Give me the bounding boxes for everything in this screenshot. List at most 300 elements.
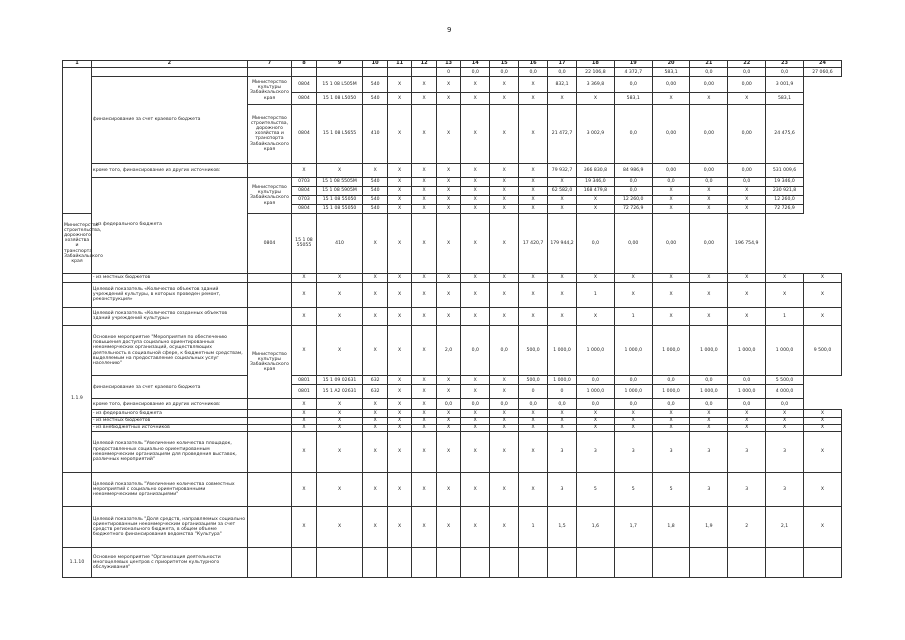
value-cell: 0,0	[690, 177, 728, 186]
empty-cell	[63, 307, 92, 325]
value-cell: 3	[614, 431, 652, 472]
value-cell: 1 000,0	[690, 385, 728, 399]
value-cell: X	[728, 273, 766, 282]
value-cell: 3	[548, 431, 577, 472]
header-cell: 2	[91, 61, 247, 68]
value-cell: X	[461, 104, 490, 163]
value-cell: 72 726,9	[766, 205, 804, 214]
value-cell: X	[803, 282, 841, 307]
value-cell: 5 500,0	[766, 376, 804, 385]
value-cell: X	[519, 282, 548, 307]
empty-cell	[63, 507, 92, 548]
value-cell: 0,00	[690, 77, 728, 93]
value-cell: X	[519, 186, 548, 195]
value-cell: 3 002,9	[576, 104, 614, 163]
value-cell: X	[436, 177, 460, 186]
value-cell: X	[728, 205, 766, 214]
value-cell: X	[461, 385, 490, 399]
value-cell: X	[461, 424, 490, 431]
value-cell: X	[519, 205, 548, 214]
value-cell: X	[652, 205, 690, 214]
value-cell: X	[412, 326, 436, 376]
value-cell: X	[363, 307, 387, 325]
value-cell: X	[387, 93, 411, 104]
value-cell: X	[490, 273, 519, 282]
value-cell: X	[690, 186, 728, 195]
value-cell: X	[728, 195, 766, 204]
empty-cell	[247, 399, 292, 410]
value-cell: X	[292, 424, 316, 431]
value-cell: X	[436, 93, 460, 104]
value-cell: 540	[363, 205, 387, 214]
value-cell: X	[316, 431, 363, 472]
value-cell: X	[292, 399, 316, 410]
value-cell: X	[292, 307, 316, 325]
value-cell: X	[387, 424, 411, 431]
value-cell: 4 000,0	[766, 385, 804, 399]
value-cell: 0,0	[652, 177, 690, 186]
value-cell: X	[803, 273, 841, 282]
value-cell: X	[412, 186, 436, 195]
empty-cell	[292, 548, 316, 578]
value-cell: 0801	[292, 385, 316, 399]
value-cell: X	[519, 307, 548, 325]
value-cell: X	[436, 77, 460, 93]
value-cell: X	[387, 417, 411, 424]
value-cell: X	[387, 195, 411, 204]
value-cell: X	[363, 424, 387, 431]
value-cell: X	[728, 410, 766, 417]
value-cell: 3	[690, 472, 728, 506]
header-cell: 1	[63, 61, 92, 68]
header-cell: 21	[690, 61, 728, 68]
value-cell: X	[436, 385, 460, 399]
value-cell: X	[412, 431, 436, 472]
value-cell: 24 475,6	[766, 104, 804, 163]
value-cell: 540	[363, 177, 387, 186]
value-cell: X	[436, 376, 460, 385]
value-cell: 15 1 08 5905M	[316, 186, 363, 195]
empty-cell	[387, 548, 411, 578]
header-row	[63, 61, 842, 68]
value-cell: X	[412, 385, 436, 399]
value-cell: X	[363, 326, 387, 376]
label-cell-num-1110: 1.1.10	[63, 548, 92, 578]
value-cell: 1 000,0	[766, 326, 804, 376]
label-cell-num-119: 1.1.9	[63, 326, 92, 473]
value-cell: 0	[548, 385, 577, 399]
table-row	[63, 376, 842, 385]
value-cell: X	[490, 307, 519, 325]
empty-cell	[652, 548, 690, 578]
value-cell: 0,0	[490, 399, 519, 410]
value-cell: X	[519, 93, 548, 104]
header-cell: 12	[412, 61, 436, 68]
table-row	[63, 431, 842, 472]
value-cell: X	[316, 417, 363, 424]
value-cell: X	[652, 410, 690, 417]
value-cell: 0,00	[652, 77, 690, 93]
value-cell: 0,0	[652, 376, 690, 385]
value-cell: 1	[576, 282, 614, 307]
value-cell: X	[412, 410, 436, 417]
value-cell: 0,0	[490, 326, 519, 376]
label-cell-local-budgets: - из местных бюджетов	[91, 273, 247, 282]
value-cell: 1 000,0	[728, 326, 766, 376]
value-cell: 0	[436, 68, 460, 77]
value-cell: 1 000,0	[652, 385, 690, 399]
value-cell: 0,0	[614, 177, 652, 186]
label-cell-target-4: Целевой показатель "Увеличение количества совместных мероприятий с социально ориентированными некоммерческими организациями"	[91, 472, 247, 506]
value-cell: X	[548, 177, 577, 186]
empty-cell	[247, 507, 292, 548]
value-cell: X	[363, 410, 387, 417]
value-cell: X	[436, 273, 460, 282]
value-cell: X	[316, 410, 363, 417]
value-cell: X	[614, 282, 652, 307]
value-cell: 15 1 08 5505M	[316, 177, 363, 186]
budget-table-sheet	[62, 60, 842, 578]
value-cell: 21 472,7	[548, 104, 577, 163]
value-cell: X	[519, 104, 548, 163]
value-cell: 0,00	[728, 163, 766, 177]
label-cell-target-3: Целевой показатель "Увеличение количества площадок, предоставленных социально ориентированным некоммерческим организациям для проведения выставок, различных мероприятий"	[91, 431, 247, 472]
value-cell: X	[690, 307, 728, 325]
value-cell: X	[412, 93, 436, 104]
value-cell: 0,00	[728, 104, 766, 163]
value-cell: 3	[690, 431, 728, 472]
value-cell: X	[436, 205, 460, 214]
value-cell: 62 582,0	[548, 186, 577, 195]
value-cell: 0,0	[576, 399, 614, 410]
value-cell: X	[490, 424, 519, 431]
value-cell: X	[363, 282, 387, 307]
value-cell: 1	[766, 307, 804, 325]
value-cell: X	[316, 472, 363, 506]
value-cell: X	[728, 424, 766, 431]
value-cell: 3	[766, 472, 804, 506]
table-row	[63, 177, 842, 186]
value-cell: 366 830,8	[576, 163, 614, 177]
value-cell: X	[652, 195, 690, 204]
label-cell-fin-krai: финансирование за счет краевого бюджета	[91, 376, 247, 399]
value-cell: X	[461, 431, 490, 472]
value-cell: X	[461, 410, 490, 417]
value-cell: X	[576, 93, 614, 104]
value-cell: X	[461, 93, 490, 104]
value-cell: X	[803, 507, 841, 548]
value-cell: X	[766, 417, 804, 424]
empty-cell	[247, 282, 292, 307]
empty-cell	[614, 548, 652, 578]
header-cell: 20	[652, 61, 690, 68]
value-cell: X	[436, 186, 460, 195]
value-cell: 0804	[292, 104, 316, 163]
table-row	[63, 273, 842, 282]
value-cell: 4 372,7	[614, 68, 652, 77]
value-cell: 0,0	[690, 68, 728, 77]
value-cell: 0,0	[614, 104, 652, 163]
value-cell: X	[461, 417, 490, 424]
value-cell: X	[461, 205, 490, 214]
value-cell: X	[548, 424, 577, 431]
value-cell: X	[387, 273, 411, 282]
value-cell: X	[728, 307, 766, 325]
value-cell: X	[292, 431, 316, 472]
value-cell: 168 479,8	[576, 186, 614, 195]
table-row	[63, 163, 842, 177]
value-cell: 0,0	[519, 68, 548, 77]
value-cell: X	[387, 307, 411, 325]
value-cell: 0804	[247, 214, 292, 273]
value-cell: X	[412, 104, 436, 163]
header-cell: 7	[247, 61, 292, 68]
value-cell: 1 000,0	[576, 385, 614, 399]
value-cell: 0,0	[728, 177, 766, 186]
empty-cell	[576, 548, 614, 578]
value-cell: 12 260,0	[766, 195, 804, 204]
value-cell: X	[548, 93, 577, 104]
value-cell: X	[292, 507, 316, 548]
value-cell: X	[614, 410, 652, 417]
value-cell: X	[387, 385, 411, 399]
value-cell: 17 420,7	[519, 214, 548, 273]
value-cell: 0,0	[519, 399, 548, 410]
empty-cell	[690, 548, 728, 578]
value-cell: X	[548, 205, 577, 214]
value-cell: X	[652, 93, 690, 104]
value-cell: 500,0	[519, 326, 548, 376]
value-cell: X	[387, 77, 411, 93]
value-cell: X	[803, 307, 841, 325]
table-row	[63, 77, 842, 93]
value-cell: X	[412, 472, 436, 506]
value-cell: 0,0	[490, 68, 519, 77]
value-cell: X	[728, 93, 766, 104]
value-cell: X	[292, 326, 316, 376]
value-cell: 3 001,9	[766, 77, 804, 93]
value-cell: X	[728, 282, 766, 307]
value-cell: 0,0	[548, 68, 577, 77]
label-cell-fin-krai: финансирование за счет краевого бюджета	[91, 77, 247, 164]
value-cell: 1 000,0	[690, 326, 728, 376]
value-cell: X	[461, 77, 490, 93]
value-cell: 27 060,6	[803, 68, 841, 77]
empty-cell	[63, 472, 92, 506]
header-cell: 15	[490, 61, 519, 68]
value-cell: X	[690, 417, 728, 424]
value-cell: 5	[614, 472, 652, 506]
empty-cell	[436, 548, 460, 578]
value-cell: 1 000,0	[728, 385, 766, 399]
value-cell: 832,1	[548, 77, 577, 93]
value-cell: X	[387, 399, 411, 410]
value-cell: X	[292, 472, 316, 506]
value-cell: X	[652, 417, 690, 424]
value-cell: 1 000,0	[614, 326, 652, 376]
value-cell: X	[548, 410, 577, 417]
value-cell: X	[490, 177, 519, 186]
value-cell: X	[690, 410, 728, 417]
value-cell: 22 106,8	[576, 68, 614, 77]
value-cell: X	[316, 282, 363, 307]
value-cell: 0,0	[690, 376, 728, 385]
value-cell: X	[412, 282, 436, 307]
value-cell: 1	[519, 507, 548, 548]
value-cell: 0,00	[690, 163, 728, 177]
value-cell: X	[728, 417, 766, 424]
value-cell: X	[490, 93, 519, 104]
header-cell: 24	[803, 61, 841, 68]
value-cell: 0703	[292, 177, 316, 186]
value-cell: 0,00	[652, 104, 690, 163]
value-cell: 0804	[292, 93, 316, 104]
value-cell: X	[461, 177, 490, 186]
value-cell: X	[292, 417, 316, 424]
value-cell: X	[614, 424, 652, 431]
value-cell: X	[519, 177, 548, 186]
empty-cell	[247, 472, 292, 506]
label-cell-ministry-construction: Министерство строительства, дорожного хозяйства и транспорта Забайкальского края	[63, 214, 92, 273]
value-cell: X	[690, 424, 728, 431]
value-cell: X	[412, 273, 436, 282]
value-cell: X	[576, 424, 614, 431]
empty-cell	[63, 282, 92, 307]
empty-cell	[247, 163, 292, 177]
value-cell: 0,0	[690, 399, 728, 410]
value-cell: 15 1 08 L5050	[316, 93, 363, 104]
value-cell: 2,1	[766, 507, 804, 548]
value-cell: X	[387, 282, 411, 307]
value-cell: X	[519, 417, 548, 424]
label-cell-local-budgets-b: - из местных бюджетов	[91, 417, 247, 424]
value-cell: 2,0	[436, 326, 460, 376]
empty-cell	[247, 410, 292, 417]
value-cell: X	[519, 77, 548, 93]
value-cell: 0,0	[614, 399, 652, 410]
value-cell: X	[461, 163, 490, 177]
budget-table	[62, 60, 842, 578]
value-cell: X	[316, 326, 363, 376]
value-cell: X	[690, 93, 728, 104]
value-cell: 79 932,7	[548, 163, 577, 177]
value-cell: 3	[548, 472, 577, 506]
value-cell: X	[363, 214, 387, 273]
value-cell: 15 1 08 55050	[316, 195, 363, 204]
value-cell: X	[292, 282, 316, 307]
value-cell: X	[292, 410, 316, 417]
value-cell: X	[461, 282, 490, 307]
value-cell: X	[387, 177, 411, 186]
value-cell: X	[548, 417, 577, 424]
empty-cell	[247, 548, 292, 578]
value-cell: X	[490, 163, 519, 177]
value-cell: X	[548, 273, 577, 282]
empty-cell	[387, 68, 411, 77]
value-cell: 1 000,0	[614, 385, 652, 399]
value-cell: 1 000,0	[548, 376, 577, 385]
label-cell-ministry-construction: Министерство строительства, дорожного хозяйства и транспорта Забайкальского края	[247, 104, 292, 163]
value-cell: X	[803, 417, 841, 424]
value-cell: 0,0	[766, 399, 804, 410]
value-cell: X	[803, 431, 841, 472]
value-cell: 230 921,8	[766, 186, 804, 195]
value-cell: 5	[652, 472, 690, 506]
value-cell: 1 000,0	[652, 326, 690, 376]
value-cell: 540	[363, 195, 387, 204]
value-cell: X	[490, 507, 519, 548]
value-cell: X	[292, 163, 316, 177]
value-cell: X	[490, 410, 519, 417]
empty-cell	[519, 548, 548, 578]
value-cell: 19 346,0	[576, 177, 614, 186]
value-cell: X	[652, 273, 690, 282]
value-cell: X	[461, 507, 490, 548]
value-cell: X	[436, 195, 460, 204]
value-cell: X	[766, 282, 804, 307]
page-number: 9	[447, 26, 452, 34]
value-cell: X	[652, 282, 690, 307]
value-cell: X	[412, 417, 436, 424]
value-cell: 0,0	[614, 77, 652, 93]
value-cell: X	[412, 205, 436, 214]
value-cell: 12 260,0	[614, 195, 652, 204]
value-cell: X	[576, 205, 614, 214]
value-cell: X	[490, 77, 519, 93]
value-cell: X	[490, 186, 519, 195]
label-cell-ministry-culture: Министерство культуры Забайкальского края	[247, 77, 292, 104]
value-cell: X	[803, 472, 841, 506]
value-cell: X	[576, 273, 614, 282]
value-cell: 0,0	[461, 68, 490, 77]
value-cell: X	[387, 205, 411, 214]
value-cell: 5	[576, 472, 614, 506]
empty-cell	[803, 548, 841, 578]
value-cell: X	[412, 177, 436, 186]
value-cell: 0,0	[461, 326, 490, 376]
value-cell: 3 369,8	[576, 77, 614, 93]
value-cell: 1 000,0	[548, 326, 577, 376]
value-cell: 3	[728, 431, 766, 472]
empty-cell	[412, 68, 436, 77]
value-cell: X	[316, 307, 363, 325]
value-cell: X	[363, 472, 387, 506]
header-cell: 16	[519, 61, 548, 68]
value-cell: X	[461, 307, 490, 325]
empty-cell	[316, 68, 363, 77]
value-cell: 15 1 A2 02631	[316, 385, 363, 399]
value-cell: X	[412, 507, 436, 548]
value-cell: X	[316, 424, 363, 431]
header-cell: 19	[614, 61, 652, 68]
value-cell: X	[461, 195, 490, 204]
label-cell-target-2: Целевой показатель «Количество созданных объектов зданий учреждений культуры»	[91, 307, 247, 325]
value-cell: 3	[576, 431, 614, 472]
value-cell: X	[387, 410, 411, 417]
header-cell: 17	[548, 61, 577, 68]
value-cell: 15 1 09 02631	[316, 376, 363, 385]
table-row	[63, 424, 842, 431]
value-cell: 1,9	[690, 507, 728, 548]
table-row	[63, 399, 842, 410]
value-cell: X	[387, 376, 411, 385]
value-cell: X	[436, 431, 460, 472]
empty-cell	[91, 68, 247, 77]
table-row	[63, 282, 842, 307]
label-cell-extra-sources: - из внебюджетных источников	[91, 424, 247, 431]
value-cell: X	[412, 399, 436, 410]
value-cell: X	[766, 273, 804, 282]
